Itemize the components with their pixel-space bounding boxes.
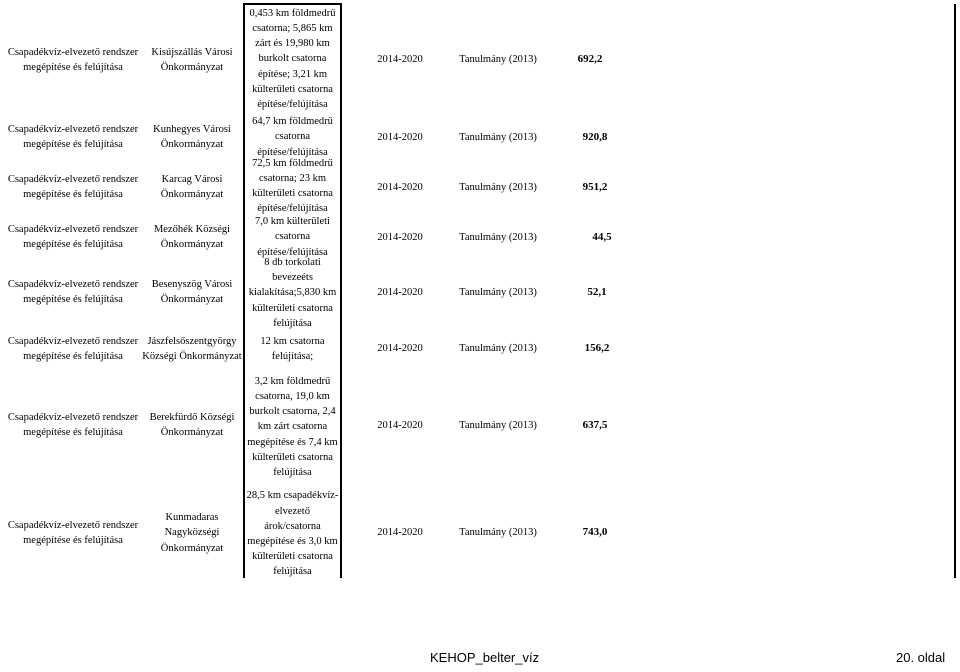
- project-cell: Csapadékvíz-elvezető rendszer megépítése és felújítása: [7, 173, 139, 200]
- scope-cell: 12 km csatorna felújítása;: [260, 335, 325, 362]
- status-cell: Tanulmány (2013): [459, 420, 537, 432]
- status-cell: Tanulmány (2013): [459, 132, 537, 144]
- period-cell: 2014-2020: [377, 420, 423, 432]
- period-cell: 2014-2020: [377, 132, 423, 144]
- status-cell: Tanulmány (2013): [459, 232, 537, 244]
- value-cell: 743,0: [582, 526, 608, 539]
- table-rule-far-right: [954, 4, 956, 578]
- value-cell: 52,1: [587, 286, 607, 299]
- value-cell: 156,2: [584, 342, 610, 355]
- project-cell: Csapadékvíz-elvezető rendszer megépítése és felújítása: [7, 278, 139, 305]
- applicant-cell: Jászfelsőszentgyörgy Községi Önkormányzat: [142, 335, 242, 362]
- period-cell: 2014-2020: [377, 343, 423, 355]
- column-rule-left: [243, 4, 245, 578]
- period-cell: 2014-2020: [377, 527, 423, 539]
- scope-cell: 64,7 km földmedrű csatorna építése/felújítása: [252, 116, 333, 158]
- project-cell: Csapadékvíz-elvezető rendszer megépítése és felújítása: [7, 411, 139, 438]
- period-cell: 2014-2020: [377, 54, 423, 66]
- applicant-cell: Mezőhék Községi Önkormányzat: [153, 223, 231, 250]
- status-cell: Tanulmány (2013): [459, 182, 537, 194]
- applicant-cell: Kisújszállás Városi Önkormányzat: [151, 46, 233, 73]
- scope-cell: 28,5 km csapadékvíz-elvezető árok/csatorna megépítése és 3,0 km külterületi csatorna felújítása: [246, 490, 339, 578]
- project-cell: Csapadékvíz-elvezető rendszer megépítése és felújítása: [7, 46, 139, 73]
- applicant-cell: Karcag Városi Önkormányzat: [160, 173, 224, 200]
- footer-document-name: KEHOP_belter_víz: [430, 650, 540, 665]
- applicant-cell: Besenyszög Városi Önkormányzat: [151, 278, 233, 305]
- period-cell: 2014-2020: [377, 182, 423, 194]
- scope-cell: 0,453 km földmedrű csatorna; 5,865 km zárt és 19,980 km burkolt csatorna építése; 3,21 km külterületi csatorna építése/felújítása: [249, 7, 336, 110]
- scope-cell: 7,0 km külterületi csatorna építése/felújítása: [255, 216, 330, 258]
- scope-cell: 72,5 km földmedrű csatorna; 23 km külterületi csatorna építése/felújítása: [252, 157, 333, 215]
- scope-cell: 3,2 km földmedrű csatorna, 19,0 km burkolt csatorna, 2,4 km zárt csatorna megépítése és 7,4 km külterületi csatorna felújítása: [247, 375, 338, 479]
- applicant-cell: Berekfürdő Községi Önkormányzat: [149, 411, 235, 438]
- period-cell: 2014-2020: [377, 287, 423, 299]
- scope-cell: 8 db torkolati bevezeéts kialakítása;5,830 km külterületi csatorna felújítása: [248, 257, 337, 329]
- value-cell: 44,5: [592, 231, 612, 244]
- status-cell: Tanulmány (2013): [459, 54, 537, 66]
- value-cell: 920,8: [582, 131, 608, 144]
- project-cell: Csapadékvíz-elvezető rendszer megépítése és felújítása: [7, 123, 139, 150]
- column-rule-right: [340, 4, 342, 578]
- project-cell: Csapadékvíz-elvezető rendszer megépítése és felújítása: [7, 223, 139, 250]
- applicant-cell: Kunmadaras Nagyközségi Önkormányzat: [160, 512, 224, 554]
- value-cell: 637,5: [582, 419, 608, 432]
- value-cell: 692,2: [577, 53, 603, 66]
- status-cell: Tanulmány (2013): [459, 527, 537, 539]
- status-cell: Tanulmány (2013): [459, 343, 537, 355]
- footer-page-number: 20. oldal: [896, 650, 946, 665]
- value-cell: 951,2: [582, 181, 608, 194]
- period-cell: 2014-2020: [377, 232, 423, 244]
- project-cell: Csapadékvíz-elvezető rendszer megépítése és felújítása: [7, 335, 139, 362]
- status-cell: Tanulmány (2013): [459, 287, 537, 299]
- project-cell: Csapadékvíz-elvezető rendszer megépítése és felújítása: [7, 519, 139, 546]
- applicant-cell: Kunhegyes Városi Önkormányzat: [153, 123, 231, 150]
